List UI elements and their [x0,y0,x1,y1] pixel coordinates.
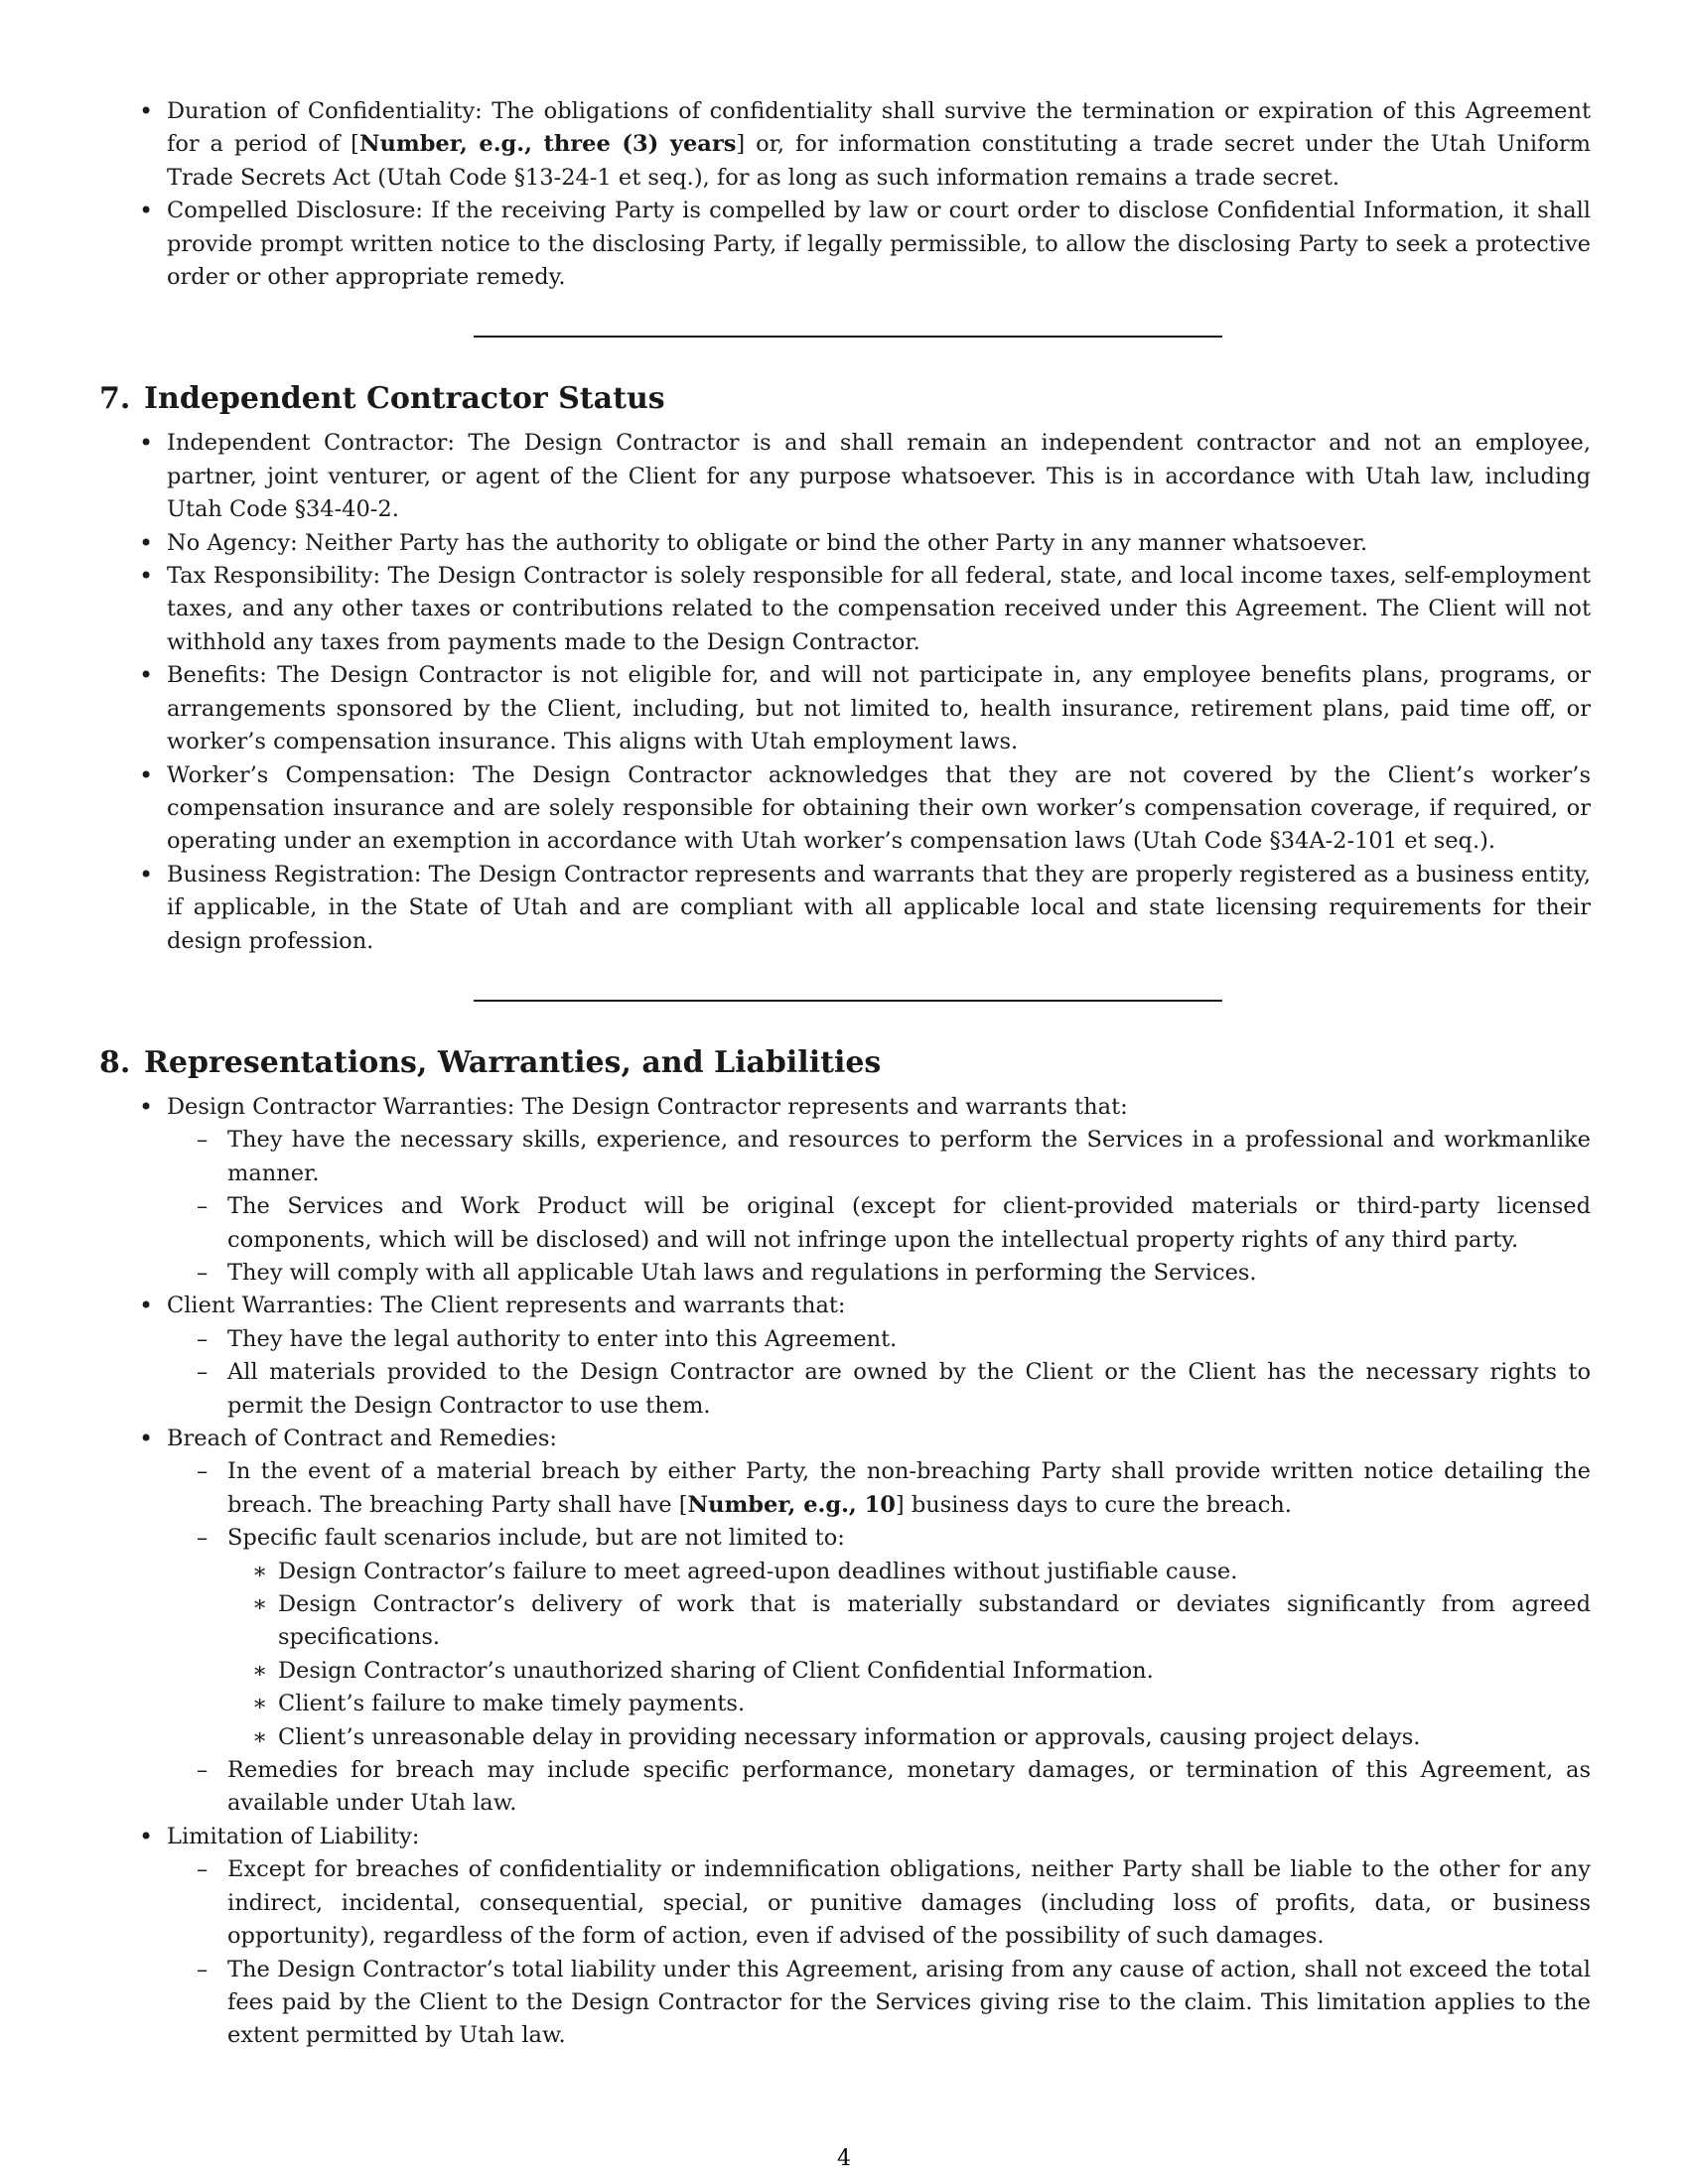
section-7-heading: 7. Independent Contractor Status [99,381,665,417]
list-item: ∗ Design Contractor’s delivery of work that is materially substandard or deviates significantly from agreed specifications. [227,1588,1591,1655]
list-item: • Independent Contractor: The Design Contractor is and shall remain an independent contractor and not an employee, partner, joint venturer, or agent of the Client for any purpose whatsoever. This is in accordance with Utah law, including Utah Code §34-40-2. [99,427,1591,526]
limitation-of-liability: • Limitation of Liability: – Except for breaches of confidentiality or indemnification obligations, neither Party shall be liable to the other for any indirect, incidental, consequential, special, or punitive damages (including loss of profits, data, or business opportunity), regardless of the form of action, even if advised of the possibility of such damages. – The Design Contractor’s total liability under this Agreement, arising from any cause of action, shall not exceed the total fees paid by the Client to the Design Contractor for the Services giving rise to the claim. This limitation applies to the extent permitted by Utah law. [99,1821,1591,2053]
placeholder-cure-days: Number, e.g., 10 [687,1491,896,1518]
list-item: – The Services and Work Product will be original (except for client-provided materials or third-party licensed components, which will be disclosed) and will not infringe upon the intellectual property rights of any third party. [167,1190,1591,1257]
breach-of-contract: • Breach of Contract and Remedies: – In the event of a material breach by either Party, the non-breaching Party shall provide written notice detailing the breach. The breaching Party shall have [Number, e.g., 10] business days to cure the breach. – Specific fault scenarios include, but are not limited to: ∗ Design Contractor’s failure to meet agreed-upon deadlines without justifiable cause. ∗ Design Contractor’s delivery of work that is materially substandard or deviates significantly from agreed specifications. ∗ Design Contractor’s unauthorized sharing of Client Confidential Information. ∗ Client’s failure to make timely payments. ∗ Client’s unreasonable delay in providing necessary information or approvals, causing project delays. – Remedies for breach may include specific performance, monetary damages, or termination of this Agreement, as available under Utah law. [99,1423,1591,1821]
list-item: ∗ Client’s unreasonable delay in providing necessary information or approvals, causing project delays. [227,1721,1591,1754]
list-item: ∗ Client’s failure to make timely payments. [227,1688,1591,1720]
list-item: – They have the necessary skills, experience, and resources to perform the Services in a professional and workmanlike manner. [167,1124,1591,1190]
placeholder-duration: Number, e.g., three (3) years [358,131,737,158]
compelled-disclosure: • Compelled Disclosure: If the receiving Party is compelled by law or court order to disclose Confidential Information, it shall provide prompt written notice to the disclosing Party, if legally permissible, to allow the disclosing Party to seek a protective order or other appropriate remedy. [99,195,1591,294]
section-7-list [99,427,1591,958]
list-item: – All materials provided to the Design Contractor are owned by the Client or the Client has the necessary rights to permit the Design Contractor to use them. [167,1356,1591,1423]
section-divider [474,336,1222,338]
duration-of-confidentiality: • Duration of Confidentiality: The obligations of confidentiality shall survive the termination or expiration of this Agreement for a period of [Number, e.g., three (3) years] or, for information constituting a trade secret under the Utah Uniform Trade Secrets Act (Utah Code §13-24-1 et seq.), for as long as such information remains a trade secret. [99,95,1591,195]
client-warranties: • Client Warranties: The Client represents and warrants that: – They have the legal authority to enter into this Agreement. – All materials provided to the Design Contractor are owned by the Client or the Client has the necessary rights to permit the Design Contractor to use them. [99,1290,1591,1423]
section-divider [474,1000,1222,1002]
list-item: ∗ Design Contractor’s unauthorized sharing of Client Confidential Information. [227,1655,1591,1688]
list-item: – Remedies for breach may include specific performance, monetary damages, or termination of this Agreement, as available under Utah law. [167,1754,1591,1821]
confidentiality-list [99,95,1591,294]
design-contractor-warranties: • Design Contractor Warranties: The Design Contractor represents and warrants that: – They have the necessary skills, experience, and resources to perform the Services in a professional and workmanlike manner. – The Services and Work Product will be original (except for client-provided materials or third-party licensed components, which will be disclosed) and will not infringe upon the intellectual property rights of any third party. – They will comply with all applicable Utah laws and regulations in performing the Services. [99,1091,1591,1290]
list-item: – The Design Contractor’s total liability under this Agreement, arising from any cause of action, shall not exceed the total fees paid by the Client to the Design Contractor for the Services giving rise to the claim. This limitation applies to the extent permitted by Utah law. [167,1954,1591,2053]
breach-notice: – In the event of a material breach by either Party, the non-breaching Party shall provide written notice detailing the breach. The breaching Party shall have [Number, e.g., 10] business days to cure the breach. [167,1455,1591,1522]
list-item: – They will comply with all applicable Utah laws and regulations in performing the Services. [167,1257,1591,1290]
list-item: ∗ Design Contractor’s failure to meet agreed-upon deadlines without justifiable cause. [227,1556,1591,1588]
list-item: • No Agency: Neither Party has the authority to obligate or bind the other Party in any manner whatsoever. [99,527,1591,560]
list-item: – They have the legal authority to enter into this Agreement. [167,1323,1591,1356]
list-item: • Business Registration: The Design Contractor represents and warrants that they are properly registered as a business entity, if applicable, in the State of Utah and are compliant with all applicable local and state licensing requirements for their design profession. [99,859,1591,958]
list-item: • Worker’s Compensation: The Design Contractor acknowledges that they are not covered by the Client’s worker’s compensation insurance and are solely responsible for obtaining their own worker’s compensation coverage, if required, or operating under an exemption in accordance with Utah worker’s compensation laws (Utah Code §34A-2-101 et seq.). [99,759,1591,859]
section-8-list [99,1091,1591,2053]
list-item: • Benefits: The Design Contractor is not eligible for, and will not participate in, any employee benefits plans, programs, or arrangements sponsored by the Client, including, but not limited to, health insurance, retirement plans, paid time off, or worker’s compensation insurance. This aligns with Utah employment laws. [99,659,1591,758]
fault-scenarios: – Specific fault scenarios include, but are not limited to: ∗ Design Contractor’s failure to meet agreed-upon deadlines without justifiable cause. ∗ Design Contractor’s delivery of work that is materially substandard or deviates significantly from agreed specifications. ∗ Design Contractor’s unauthorized sharing of Client Confidential Information. ∗ Client’s failure to make timely payments. ∗ Client’s unreasonable delay in providing necessary information or approvals, causing project delays. [167,1522,1591,1754]
list-item: • Tax Responsibility: The Design Contractor is solely responsible for all federal, state, and local income taxes, self-employment taxes, and any other taxes or contributions related to the compensation received under this Agreement. The Client will not withhold any taxes from payments made to the Design Contractor. [99,560,1591,659]
list-item: – Except for breaches of confidentiality or indemnification obligations, neither Party shall be liable to the other for any indirect, incidental, consequential, special, or punitive damages (including loss of profits, data, or business opportunity), regardless of the form of action, even if advised of the possibility of such damages. [167,1853,1591,1953]
page-number: 4 [837,2146,851,2171]
section-8-heading: 8. Representations, Warranties, and Liabilities [99,1044,882,1080]
document-page [99,95,1591,2053]
